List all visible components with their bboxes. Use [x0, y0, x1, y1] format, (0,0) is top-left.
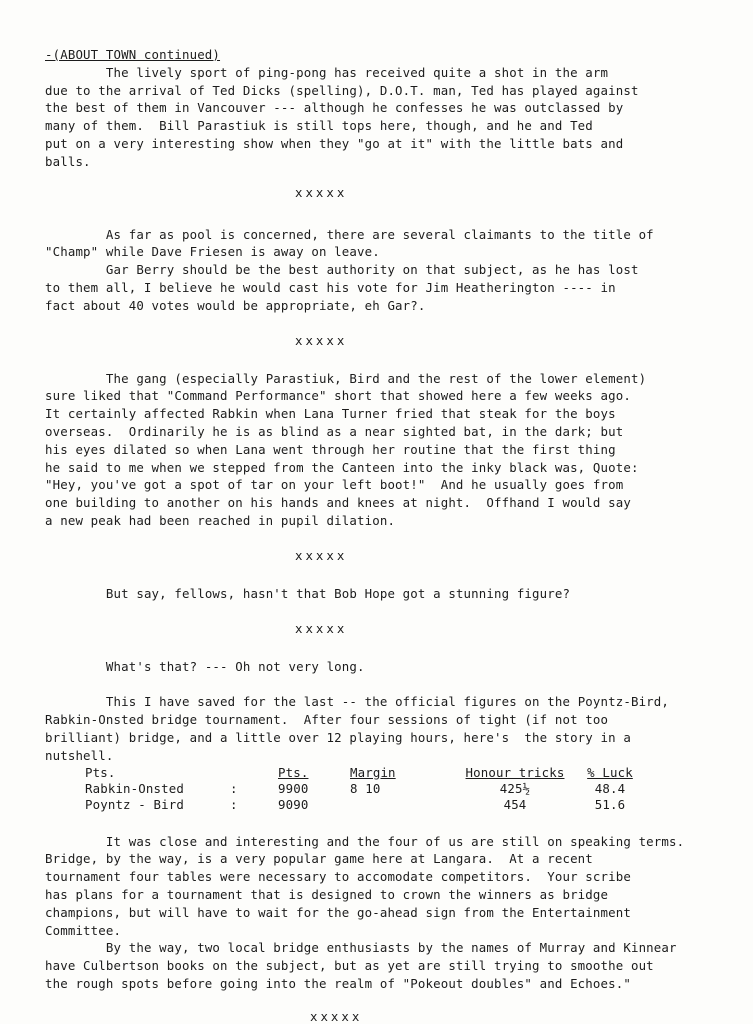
table-header-row — [85, 765, 645, 781]
table-row: Poyntz - Bird : 9090 454 51.6 — [85, 797, 645, 813]
header-margin: Margin — [350, 764, 396, 780]
separator: xxxxx — [295, 332, 348, 348]
bridge-results-table — [85, 765, 645, 813]
paragraph-whats-that: What's that? --- Oh not very long. — [45, 658, 365, 674]
paragraph-bridge-popular: It was close and interesting and the four of us are still on speaking terms. Bridge, by the way, is a very popular game here at Langara. At a recent tournament four tables were necessary to accomodate competitors. Your scribe has plans for a tournament that is designed to crown the winners as bridge champions, but will have to wait for the go-ahead sign from the Entertainment Committee. By the way, two local bridge enthusiasts by the names of Murray and Kinnear have Culbertson books on the subject, but as yet are still trying to smoothe out the rough spots before going into the realm of "Pokeout doubles" and Echoes." — [45, 833, 685, 991]
team-margin: 8 10 — [350, 780, 381, 796]
header-pts: Pts. — [278, 764, 309, 780]
team-luck: 48.4 — [594, 780, 626, 796]
header-honour-tricks: Honour tricks — [465, 764, 565, 780]
separator: xxxxx — [310, 1008, 363, 1024]
paragraph-bob-hope: But say, fellows, hasn't that Bob Hope got a stunning figure? — [45, 585, 571, 601]
paragraph-bridge-tournament: This I have saved for the last -- the official figures on the Poyntz-Bird, Rabkin-Onsted bridge tournament. After four sessions of tight (if not too brilliant) bridge, and a little over 12 playing hours, here's the story in a nutshell. — [45, 694, 670, 763]
separator: xxxxx — [295, 184, 348, 200]
separator: xxxxx — [295, 547, 348, 563]
team-points: 9900 — [278, 780, 309, 796]
team-luck: 51.6 — [594, 796, 626, 812]
table-row: Rabkin-Onsted : 9900 8 10 425½ 48.4 — [85, 781, 645, 797]
separator: xxxxx — [295, 620, 348, 636]
paragraph-pool: As far as pool is concerned, there are several claimants to the title of "Champ" while Dave Friesen is away on leave. Gar Berry should be the best authority on that subject, as he has lost to them all, I believe he would cast his vote for Jim Heatherington ---- in fact about 40 votes would be appropriate, eh Gar?. — [45, 226, 654, 313]
header-pts-label: Pts. — [85, 764, 116, 780]
team-margin — [350, 797, 455, 813]
paragraph-command-performance: The gang (especially Parastiuk, Bird and the rest of the lower element) sure liked that "Command Performance" short that showed here a few weeks ago. It certainly affected Rabkin when Lana Turner fried that steak for the boys overseas. Ordinarily he is as blind as a near sighted bat, in the dark; but his eyes dilated so when Lana went through her routine that the first thing he said to me when we stepped from the Canteen into the inky black was, Quote: "Hey, you've got a spot of tar on your left boot!" And he usually goes from one building to another on his hands and knees at night. Offhand I would say a new peak had been reached in pupil dilation. — [45, 370, 647, 528]
team-name: Rabkin-Onsted — [85, 780, 184, 796]
page-heading: -(ABOUT TOWN continued) — [45, 47, 221, 62]
team-points: 9090 — [278, 796, 309, 812]
team-honour-tricks: 454 — [503, 796, 527, 812]
header-luck: % Luck — [587, 764, 633, 780]
paragraph-ping-pong: The lively sport of ping-pong has received quite a shot in the arm due to the arrival of Ted Dicks (spelling), D.O.T. man, Ted has played against the best of them in Vancouver --- although he confesses he was outclassed by many of them. Bill Parastiuk is still tops here, though, and he and Ted put on a very interesting show when they "go at it" with the little bats and balls. — [45, 64, 639, 169]
team-honour-tricks: 425½ — [499, 780, 531, 796]
team-name: Poyntz - Bird — [85, 796, 184, 812]
